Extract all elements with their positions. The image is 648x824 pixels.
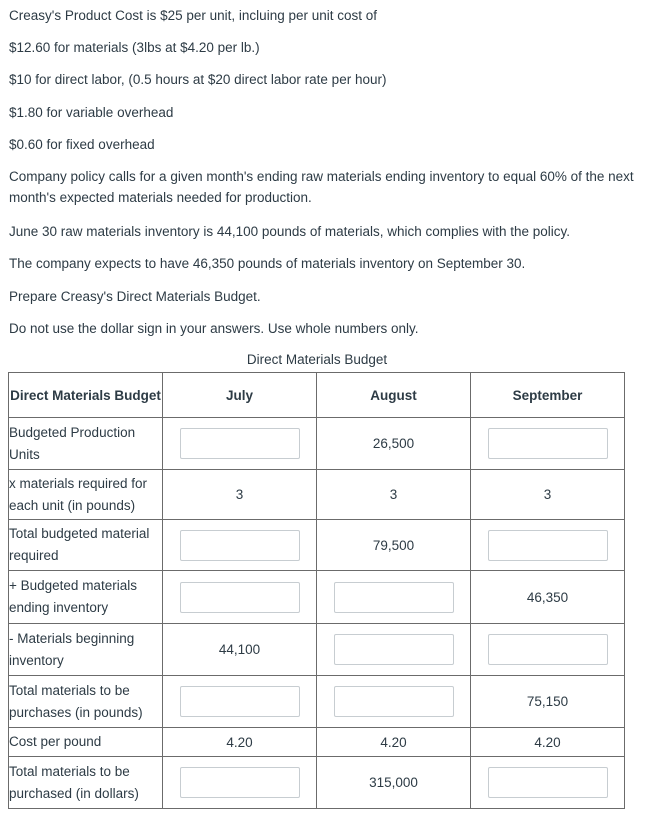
row-label: - Materials beginning inventory bbox=[9, 624, 163, 676]
policy-text: Company policy calls for a given month's ending raw materials ending inventory to equal 60% of the next month's expected materials needed for production. bbox=[9, 169, 634, 205]
input-cell bbox=[317, 676, 471, 728]
answer-instructions: Do not use the dollar sign in your answers. Use whole numbers only. bbox=[9, 321, 419, 336]
input-cell bbox=[471, 418, 625, 470]
july-answer-input[interactable] bbox=[180, 686, 300, 717]
input-cell bbox=[317, 624, 471, 676]
row-label: + Budgeted materials ending inventory bbox=[9, 571, 163, 624]
september-answer-input[interactable] bbox=[488, 428, 608, 459]
august-value: 315,000 bbox=[317, 757, 471, 809]
august-answer-input[interactable] bbox=[334, 582, 454, 613]
input-cell bbox=[163, 757, 317, 809]
september-value: 75,150 bbox=[471, 676, 625, 728]
input-cell bbox=[471, 624, 625, 676]
intro-line-fixed-overhead: $0.60 for fixed overhead bbox=[9, 137, 155, 152]
table-row bbox=[9, 418, 625, 470]
intro-line-labor: $10 for direct labor, (0.5 hours at $20 direct labor rate per hour) bbox=[9, 72, 387, 87]
september-value: 46,350 bbox=[471, 571, 625, 624]
intro-line-variable-overhead: $1.80 for variable overhead bbox=[9, 105, 174, 120]
header-july: July bbox=[163, 373, 317, 418]
table-row bbox=[9, 728, 625, 757]
july-answer-input[interactable] bbox=[180, 582, 300, 613]
table-row bbox=[9, 624, 625, 676]
july-value: 4.20 bbox=[163, 728, 317, 757]
august-value: 26,500 bbox=[317, 418, 471, 470]
september-value: 3 bbox=[471, 470, 625, 520]
table-row bbox=[9, 571, 625, 624]
july-answer-input[interactable] bbox=[180, 530, 300, 561]
row-label: Cost per pound bbox=[9, 728, 163, 757]
table-caption: Direct Materials Budget bbox=[246, 352, 388, 367]
september-value: 4.20 bbox=[471, 728, 625, 757]
table-row bbox=[9, 676, 625, 728]
input-cell bbox=[163, 571, 317, 624]
table-row bbox=[9, 520, 625, 571]
header-september: September bbox=[471, 373, 625, 418]
input-cell bbox=[163, 520, 317, 571]
august-value: 4.20 bbox=[317, 728, 471, 757]
row-label: Total materials to be purchases (in pounds) bbox=[9, 676, 163, 728]
header-label: Direct Materials Budget bbox=[9, 373, 163, 418]
input-cell bbox=[163, 676, 317, 728]
row-label: Budgeted Production Units bbox=[9, 418, 163, 470]
table-header-row bbox=[9, 373, 625, 418]
august-value: 79,500 bbox=[317, 520, 471, 571]
intro-line-materials: $12.60 for materials (3lbs at $4.20 per lb.) bbox=[9, 40, 260, 55]
table-row bbox=[9, 757, 625, 809]
june-inventory-text: June 30 raw materials inventory is 44,100 pounds of materials, which complies with the policy. bbox=[9, 224, 571, 239]
row-label: x materials required for each unit (in pounds) bbox=[9, 470, 163, 520]
september-answer-input[interactable] bbox=[488, 767, 608, 798]
row-label: Total materials to be purchased (in dollars) bbox=[9, 757, 163, 809]
july-value: 3 bbox=[163, 470, 317, 520]
input-cell bbox=[163, 418, 317, 470]
input-cell bbox=[317, 571, 471, 624]
july-answer-input[interactable] bbox=[180, 428, 300, 459]
row-label: Total budgeted material required bbox=[9, 520, 163, 571]
july-value: 44,100 bbox=[163, 624, 317, 676]
header-august: August bbox=[317, 373, 471, 418]
prepare-instruction: Prepare Creasy's Direct Materials Budget. bbox=[9, 289, 261, 304]
august-answer-input[interactable] bbox=[334, 686, 454, 717]
direct-materials-budget-table bbox=[8, 372, 625, 809]
september-inventory-text: The company expects to have 46,350 pounds of materials inventory on September 30. bbox=[9, 256, 526, 271]
table-row bbox=[9, 470, 625, 520]
input-cell bbox=[471, 520, 625, 571]
august-value: 3 bbox=[317, 470, 471, 520]
intro-line-product-cost: Creasy's Product Cost is $25 per unit, incluing per unit cost of bbox=[9, 8, 378, 23]
input-cell bbox=[471, 757, 625, 809]
august-answer-input[interactable] bbox=[334, 634, 454, 665]
september-answer-input[interactable] bbox=[488, 634, 608, 665]
july-answer-input[interactable] bbox=[180, 767, 300, 798]
september-answer-input[interactable] bbox=[488, 530, 608, 561]
